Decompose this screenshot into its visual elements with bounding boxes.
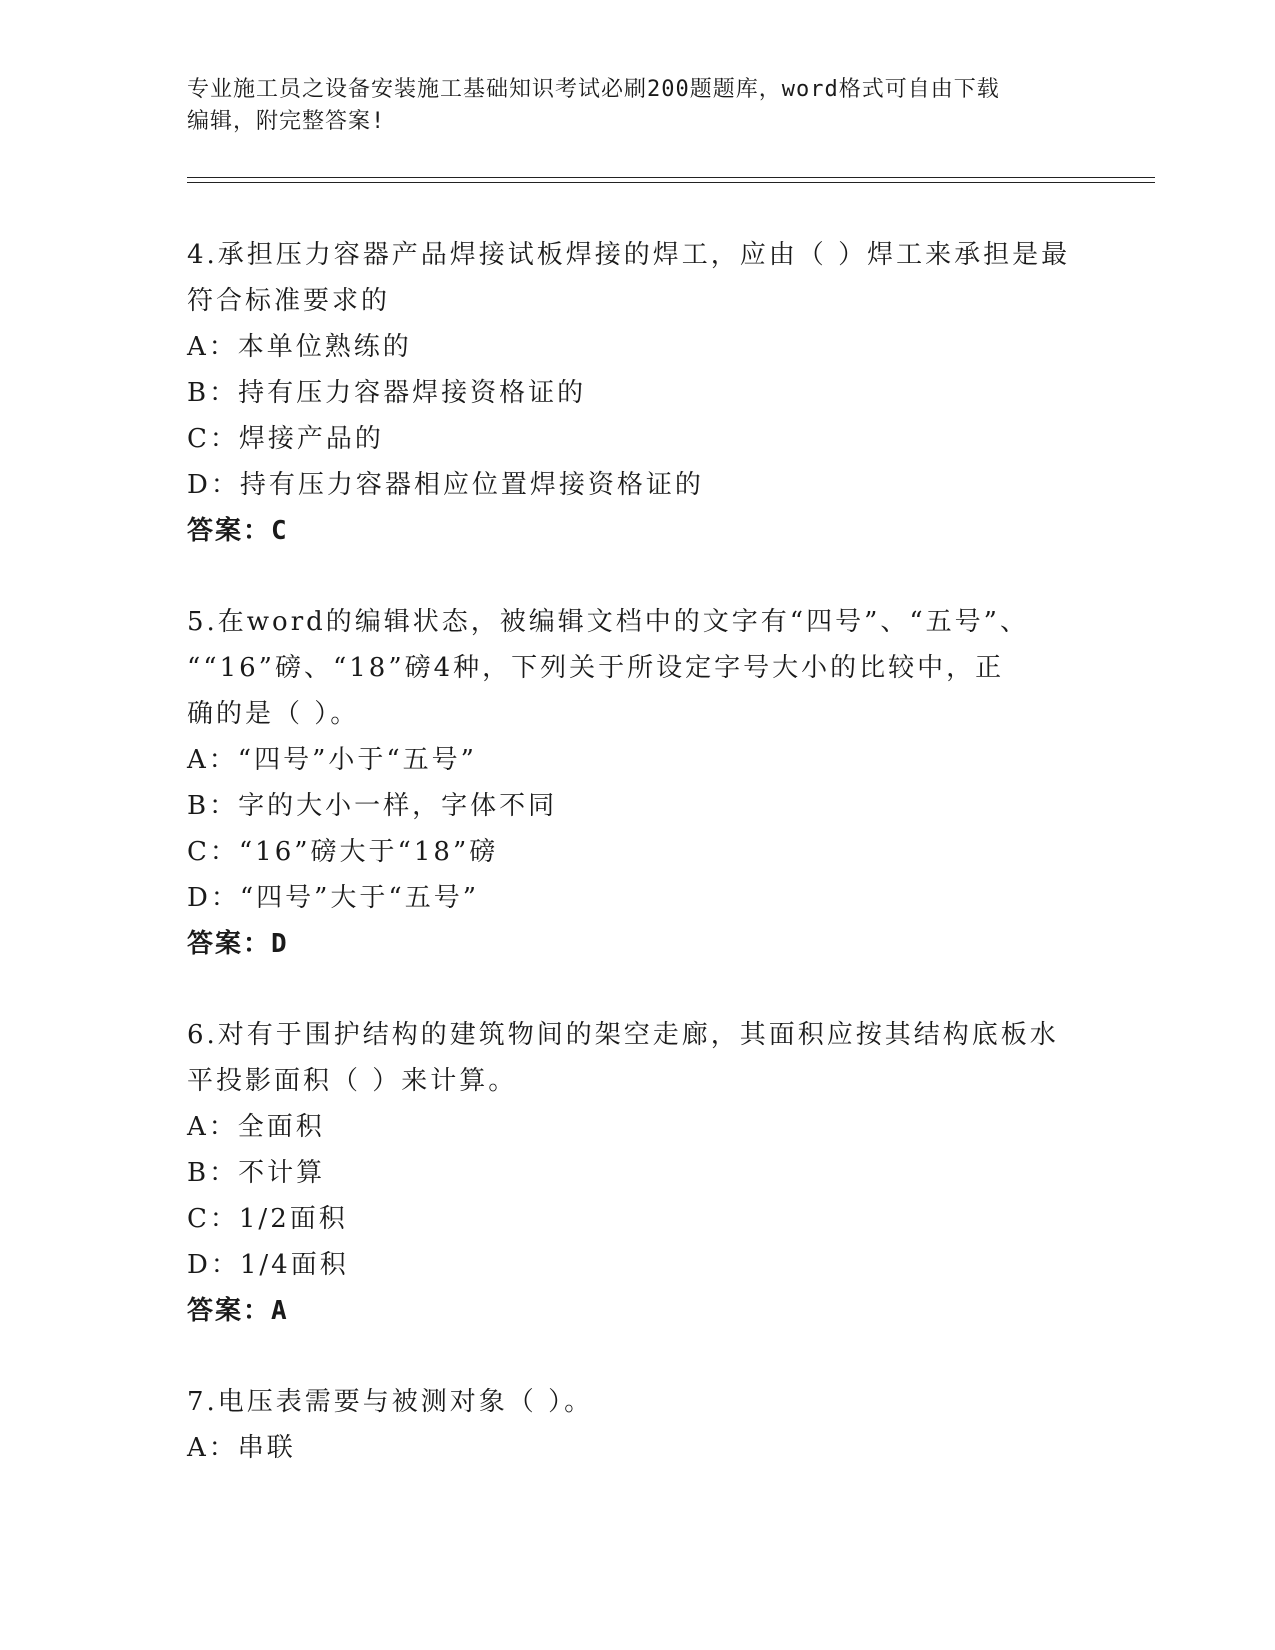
option-b: B：不计算 — [187, 1158, 326, 1188]
option-a: A：全面积 — [187, 1112, 325, 1142]
question-stem-line: 平投影面积（ ）来计算。 — [187, 1066, 518, 1096]
question-stem-line: 7.电压表需要与被测对象（ ）。 — [187, 1387, 594, 1417]
question-stem-line: ““16”磅、“18”磅4种，下列关于所设定字号大小的比较中，正 — [187, 653, 1005, 683]
answer-label: 答案：A — [187, 1296, 289, 1326]
answer-label: 答案：C — [187, 516, 289, 546]
header-divider-bottom — [187, 182, 1155, 183]
answer-label: 答案：D — [187, 929, 289, 959]
option-d: D：1/4面积 — [187, 1250, 349, 1280]
question-stem-line: 符合标准要求的 — [187, 286, 391, 316]
question-5 — [187, 599, 1087, 967]
question-stem-line: 确的是（ ）。 — [187, 699, 360, 729]
question-4 — [187, 232, 1087, 554]
option-d: D：“四号”大于“五号” — [187, 883, 480, 913]
option-d: D：持有压力容器相应位置焊接资格证的 — [187, 470, 704, 500]
option-a: A：“四号”小于“五号” — [187, 745, 477, 775]
question-stem-line: 4.承担压力容器产品焊接试板焊接的焊工，应由（ ）焊工来承担是最 — [187, 240, 1071, 270]
document-header — [187, 74, 1067, 138]
question-stem-line: 5.在word的编辑状态，被编辑文档中的文字有“四号”、“五号”、 — [187, 607, 1029, 637]
option-c: C：“16”磅大于“18”磅 — [187, 837, 499, 867]
option-a: A：本单位熟练的 — [187, 332, 412, 362]
option-a: A：串联 — [187, 1433, 296, 1463]
question-7 — [187, 1379, 1087, 1471]
question-stem-line: 6.对有于围护结构的建筑物间的架空走廊，其面积应按其结构底板水 — [187, 1020, 1059, 1050]
header-line-1: 专业施工员之设备安装施工基础知识考试必刷200题题库，word格式可自由下载 — [187, 77, 1000, 102]
header-divider-top — [187, 177, 1155, 178]
option-c: C：焊接产品的 — [187, 424, 384, 454]
option-b: B：字的大小一样，字体不同 — [187, 791, 558, 821]
option-b: B：持有压力容器焊接资格证的 — [187, 378, 587, 408]
header-line-2: 编辑，附完整答案! — [187, 109, 386, 134]
option-c: C：1/2面积 — [187, 1204, 348, 1234]
question-list — [187, 232, 1087, 1516]
question-6 — [187, 1012, 1087, 1334]
